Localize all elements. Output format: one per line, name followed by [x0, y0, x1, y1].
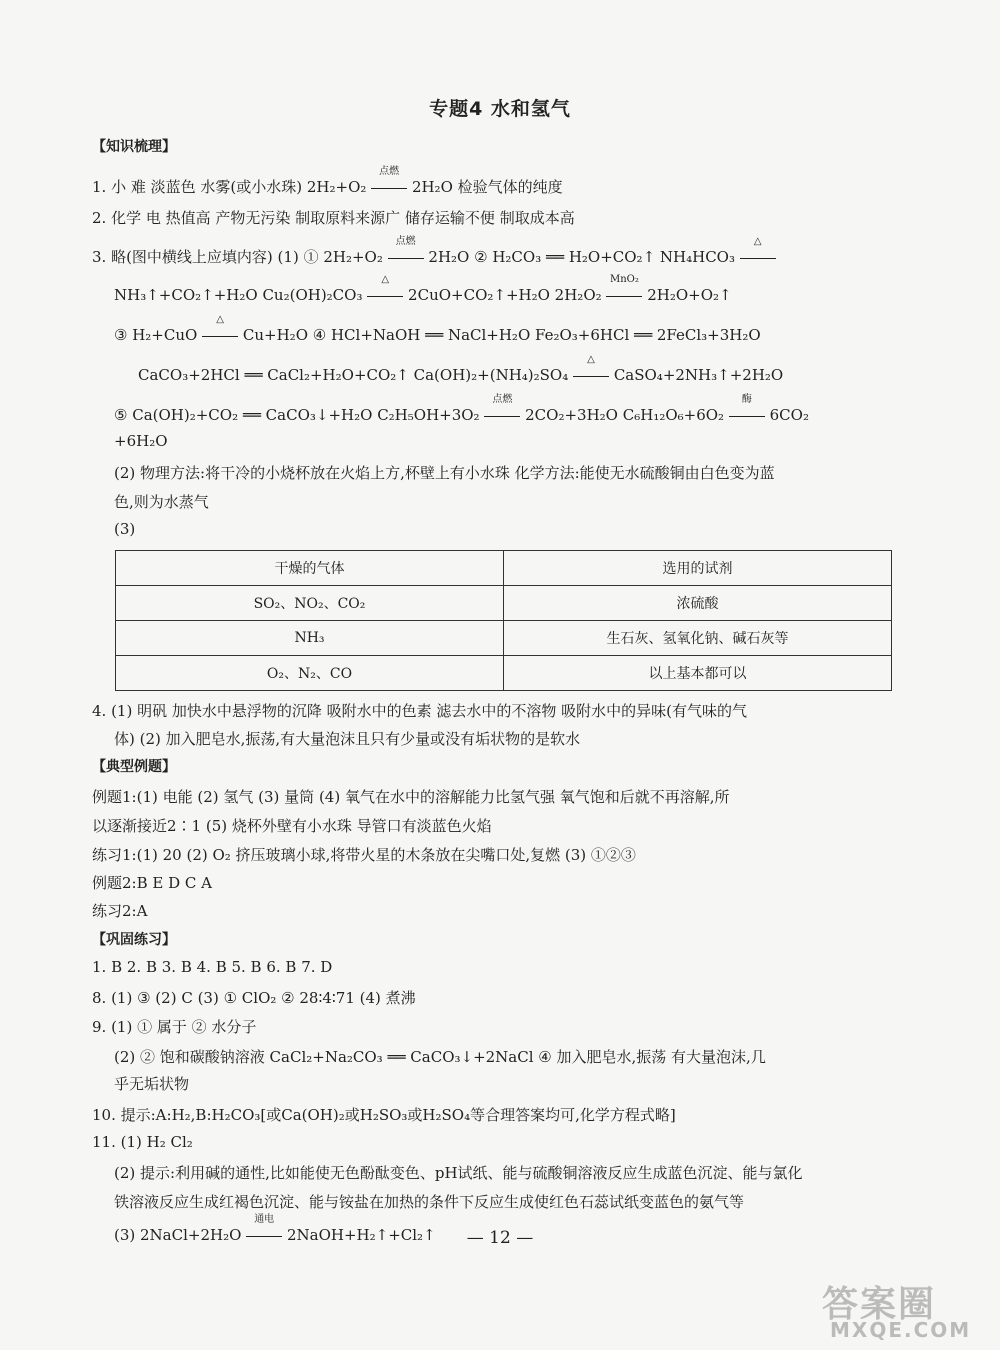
- text: 6CO₂: [769, 406, 809, 424]
- reaction-condition: [740, 236, 776, 266]
- answer-k4-line1: 4. (1) 明矾 加快水中悬浮物的沉降 吸附水中的色素 滤去水中的不溶物 吸附水中的异味(有气味的气: [92, 702, 748, 720]
- table-cell: O₂、N₂、CO: [116, 656, 504, 691]
- practice-choice-answers: 1. B 2. B 3. B 4. B 5. B 6. B 7. D: [92, 958, 333, 976]
- table-cell: NH₃: [116, 621, 504, 656]
- practice-11-line1: 11. (1) H₂ Cl₂: [92, 1133, 193, 1151]
- answer-k2: 2. 化学 电 热值高 产物无污染 制取原料来源广 储存运输不便 制取成本高: [92, 209, 575, 227]
- table-header: 选用的试剂: [504, 551, 892, 586]
- text: CaCO₃+2HCl ══ CaCl₂+H₂O+CO₂↑ Ca(OH)₂+(NH₄)₂SO₄: [138, 366, 569, 384]
- text: 2H₂O+O₂↑: [647, 286, 732, 304]
- condition-label: 点燃: [492, 394, 513, 405]
- practice-11-line3: 铁溶液反应生成红褐色沉淀、能与铵盐在加热的条件下反应生成使红色石蕊试纸变蓝色的氨气等: [114, 1193, 745, 1211]
- page-title: 专题4 水和氢气: [429, 98, 571, 120]
- watermark-logo: [822, 1276, 992, 1342]
- answer-k3-line1: [92, 236, 776, 267]
- example-1-line1: 例题1:(1) 电能 (2) 氢气 (3) 量筒 (4) 氧气在水中的溶解能力比氢气强 氧气饱和后就不再溶解,所: [92, 788, 730, 806]
- table-header-row: [116, 551, 892, 586]
- text: CaSO₄+2NH₃↑+2H₂O: [613, 366, 784, 384]
- watermark-url: MXQE.COM: [830, 1318, 972, 1342]
- reaction-condition: [573, 354, 609, 384]
- section-practice: 【巩固练习】: [92, 932, 176, 948]
- section-knowledge: 【知识梳理】: [92, 139, 176, 155]
- table-cell: 以上基本都可以: [504, 656, 892, 691]
- condition-label: △: [587, 354, 595, 365]
- text: (3) 2NaCl+2H₂O: [114, 1226, 242, 1244]
- reaction-condition: [484, 394, 520, 424]
- table-cell: SO₂、NO₂、CO₂: [116, 586, 504, 621]
- table-header: 干燥的气体: [116, 551, 504, 586]
- practice-1: 练习1:(1) 20 (2) O₂ 挤压玻璃小球,将带火星的木条放在尖嘴口处,复燃 (3) ①②③: [92, 846, 636, 864]
- practice-9-line3: 乎无垢状物: [114, 1075, 190, 1093]
- condition-label: △: [381, 274, 390, 285]
- answer-k3-line8: 色,则为水蒸气: [114, 493, 209, 511]
- text: ③ H₂+CuO: [114, 326, 198, 344]
- condition-label: 点燃: [395, 236, 416, 247]
- practice-9-line2: (2) ② 饱和碳酸钠溶液 CaCl₂+Na₂CO₃ ══ CaCO₃↓+2NaCl ④ 加入肥皂水,振荡 有大量泡沫,几: [114, 1048, 766, 1066]
- answer-k3-line2: [114, 274, 732, 304]
- example-1-line2: 以逐渐接近2∶1 (5) 烧杯外壁有小水珠 导管口有淡蓝色火焰: [92, 817, 492, 835]
- practice-2: 练习2:A: [92, 902, 148, 920]
- text: NH₃↑+CO₂↑+H₂O Cu₂(OH)₂CO₃: [114, 286, 363, 304]
- practice-10: 10. 提示:A:H₂,B:H₂CO₃[或Ca(OH)₂或H₂SO₃或H₂SO₄等合理答案均可,化学方程式略]: [92, 1106, 676, 1124]
- text: ⑤ Ca(OH)₂+CO₂ ══ CaCO₃↓+H₂O C₂H₅OH+3O₂: [114, 406, 480, 424]
- practice-9-line1: 9. (1) ① 属于 ② 水分子: [92, 1018, 257, 1036]
- answer-k3-line3: [114, 314, 761, 344]
- condition-label: 点燃: [379, 166, 400, 177]
- reaction-condition: [388, 236, 424, 266]
- text: 2H₂O ② H₂CO₃ ══ H₂O+CO₂↑ NH₄HCO₃: [428, 248, 735, 266]
- answer-k3-line4: [138, 354, 784, 384]
- example-2: 例题2:B E D C A: [92, 874, 212, 892]
- practice-8: 8. (1) ③ (2) C (3) ① ClO₂ ② 28∶4∶71 (4) 煮沸: [92, 989, 416, 1007]
- condition-label: △: [753, 236, 762, 247]
- table-row: [116, 621, 892, 656]
- section-examples: 【典型例题】: [92, 759, 176, 775]
- reaction-condition: [367, 274, 403, 304]
- answer-k3-line9: (3): [114, 520, 136, 538]
- answer-k3-line6: +6H₂O: [114, 432, 168, 450]
- text: 2NaOH+H₂↑+Cl₂↑: [286, 1226, 436, 1244]
- answer-k3-line5: [114, 394, 809, 424]
- condition-label: △: [216, 314, 224, 325]
- reaction-condition: [202, 314, 238, 344]
- text: 3. 略(图中横线上应填内容) (1) ① 2H₂+O₂: [92, 248, 383, 266]
- text: 2CO₂+3H₂O C₆H₁₂O₆+6O₂: [525, 406, 725, 424]
- condition-label: 酶: [741, 394, 752, 405]
- table-row: [116, 586, 892, 621]
- table-cell: 浓硫酸: [504, 586, 892, 621]
- drying-agent-table: [115, 550, 892, 691]
- answer-k4-line2: 体) (2) 加入肥皂水,振荡,有大量泡沫且只有少量或没有垢状物的是软水: [114, 730, 581, 748]
- reaction-condition: [729, 394, 765, 424]
- text: 2H₂O 检验气体的纯度: [411, 178, 563, 196]
- text: Cu+H₂O ④ HCl+NaOH ══ NaCl+H₂O Fe₂O₃+6HCl ══ 2FeCl₃+3H₂O: [242, 326, 761, 344]
- reaction-condition: [371, 166, 407, 196]
- watermark-text: 答案圈: [822, 1284, 937, 1325]
- condition-label: MnO₂: [609, 274, 639, 285]
- page-number: — 12 —: [466, 1228, 534, 1248]
- answer-k3-line7: (2) 物理方法:将干冷的小烧杯放在火焰上方,杯壁上有小水珠 化学方法:能使无水硫酸铜由白色变为蓝: [114, 464, 775, 482]
- reaction-condition: [606, 274, 642, 304]
- text: 2CuO+CO₂↑+H₂O 2H₂O₂: [408, 286, 602, 304]
- table-row: [116, 656, 892, 691]
- text: 1. 小 难 淡蓝色 水雾(或小水珠) 2H₂+O₂: [92, 178, 367, 196]
- table-cell: 生石灰、氢氧化钠、碱石灰等: [504, 621, 892, 656]
- answer-k1: [92, 166, 563, 197]
- condition-label: 通电: [254, 1214, 275, 1225]
- practice-11-line2: (2) 提示:利用碱的通性,比如能使无色酚酞变色、pH试纸、能与硫酸铜溶液反应生成蓝色沉淀、能与氯化: [114, 1164, 803, 1182]
